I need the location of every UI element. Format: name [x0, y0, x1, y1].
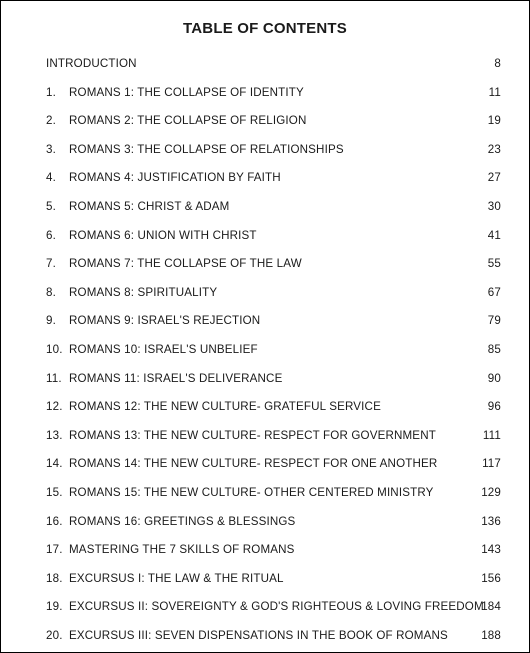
entry-page: 27 — [487, 171, 501, 185]
entry-text: ROMANS 16: GREETINGS & BLESSINGS — [69, 514, 296, 528]
entry-number: 14. — [46, 457, 63, 471]
entry-number: 2. — [46, 114, 56, 128]
entry-page: 11 — [488, 85, 501, 99]
toc-entry[interactable] — [1, 193, 529, 222]
entry-number: 15. — [46, 485, 63, 499]
toc-title: TABLE OF CONTENTS — [183, 20, 347, 37]
entry-page: 188 — [481, 628, 501, 642]
entry-page: 156 — [481, 571, 501, 585]
toc-entry[interactable] — [1, 450, 529, 479]
entry-number: 9. — [46, 314, 56, 328]
entry-number: 10. — [46, 342, 63, 356]
entry-text: ROMANS 6: UNION WITH CHRIST — [69, 228, 257, 242]
toc-entry[interactable] — [1, 479, 529, 508]
entry-number: 6. — [46, 228, 56, 242]
entry-number: 8. — [46, 285, 56, 299]
toc-entry[interactable] — [1, 307, 529, 336]
entry-text: ROMANS 1: THE COLLAPSE OF IDENTITY — [69, 85, 304, 99]
entry-number: 7. — [46, 257, 56, 271]
entry-page: 90 — [487, 371, 501, 385]
entry-number: 11. — [46, 371, 62, 385]
entry-text: EXCURSUS III: SEVEN DISPENSATIONS IN THE BOOK OF ROMANS — [69, 628, 448, 642]
entry-page: 79 — [487, 314, 501, 328]
toc-entry[interactable] — [1, 136, 529, 165]
entry-text: MASTERING THE 7 SKILLS OF ROMANS — [69, 543, 295, 557]
toc-entry[interactable] — [1, 622, 529, 651]
entry-page: 85 — [487, 342, 501, 356]
entry-page: 67 — [487, 285, 501, 299]
toc-entry[interactable] — [1, 536, 529, 565]
entry-page: 136 — [481, 514, 501, 528]
entry-page: 55 — [487, 257, 501, 271]
entry-number: 17. — [46, 543, 63, 557]
toc-entry[interactable] — [1, 279, 529, 308]
entry-number: 18. — [46, 571, 63, 585]
toc-entry-introduction[interactable] — [1, 50, 529, 79]
entry-page: 23 — [487, 142, 501, 156]
entry-page: 111 — [482, 428, 501, 442]
toc-entry[interactable] — [1, 593, 529, 622]
entry-number: 5. — [46, 199, 56, 213]
entry-text: ROMANS 10: ISRAEL'S UNBELIEF — [69, 342, 258, 356]
entry-page: 143 — [481, 543, 501, 557]
entry-number: 19. — [46, 600, 63, 614]
entry-page: 117 — [482, 457, 501, 471]
toc-entry[interactable] — [1, 107, 529, 136]
entry-number: 4. — [46, 171, 56, 185]
entry-page: 19 — [487, 114, 501, 128]
toc-entry[interactable] — [1, 164, 529, 193]
toc-entry[interactable] — [1, 79, 529, 108]
entry-page: 30 — [487, 199, 501, 213]
entry-text: ROMANS 12: THE NEW CULTURE- GRATEFUL SERVICE — [69, 400, 381, 414]
toc-entry[interactable] — [1, 393, 529, 422]
entry-number: 20. — [46, 628, 63, 642]
entry-text: ROMANS 13: THE NEW CULTURE- RESPECT FOR GOVERNMENT — [69, 428, 436, 442]
toc-entry[interactable] — [1, 365, 529, 394]
entry-number: 16. — [46, 514, 63, 528]
entry-page: 184 — [481, 600, 501, 614]
entry-number: 3. — [46, 142, 56, 156]
entry-number: 1. — [46, 85, 56, 99]
entry-text: ROMANS 8: SPIRITUALITY — [69, 285, 218, 299]
entry-number: 12. — [46, 400, 63, 414]
toc-entry[interactable] — [1, 508, 529, 537]
entry-text: ROMANS 11: ISRAEL'S DELIVERANCE — [69, 371, 283, 385]
entry-text: INTRODUCTION — [46, 57, 137, 70]
toc-list — [1, 50, 529, 650]
entry-text: ROMANS 3: THE COLLAPSE OF RELATIONSHIPS — [69, 142, 344, 156]
entry-page: 41 — [487, 228, 501, 242]
toc-entry[interactable] — [1, 565, 529, 594]
toc-entry[interactable] — [1, 336, 529, 365]
entry-text: ROMANS 9: ISRAEL'S REJECTION — [69, 314, 261, 328]
entry-text: EXCURSUS I: THE LAW & THE RITUAL — [69, 571, 284, 585]
toc-entry[interactable] — [1, 422, 529, 451]
entry-page: 96 — [487, 400, 501, 414]
toc-entry[interactable] — [1, 250, 529, 279]
entry-page: 129 — [481, 485, 501, 499]
entry-text: ROMANS 7: THE COLLAPSE OF THE LAW — [69, 257, 302, 271]
entry-text: ROMANS 4: JUSTIFICATION BY FAITH — [69, 171, 281, 185]
entry-text: EXCURSUS II: SOVEREIGNTY & GOD'S RIGHTEOUS & LOVING FREEDOM — [69, 600, 484, 614]
entry-text: ROMANS 2: THE COLLAPSE OF RELIGION — [69, 114, 307, 128]
entry-text: ROMANS 14: THE NEW CULTURE- RESPECT FOR ONE ANOTHER — [69, 457, 438, 471]
entry-page: 8 — [494, 57, 501, 70]
toc-entry[interactable] — [1, 222, 529, 251]
entry-text: ROMANS 5: CHRIST & ADAM — [69, 199, 230, 213]
entry-number: 13. — [46, 428, 63, 442]
entry-text: ROMANS 15: THE NEW CULTURE- OTHER CENTERED MINISTRY — [69, 485, 434, 499]
